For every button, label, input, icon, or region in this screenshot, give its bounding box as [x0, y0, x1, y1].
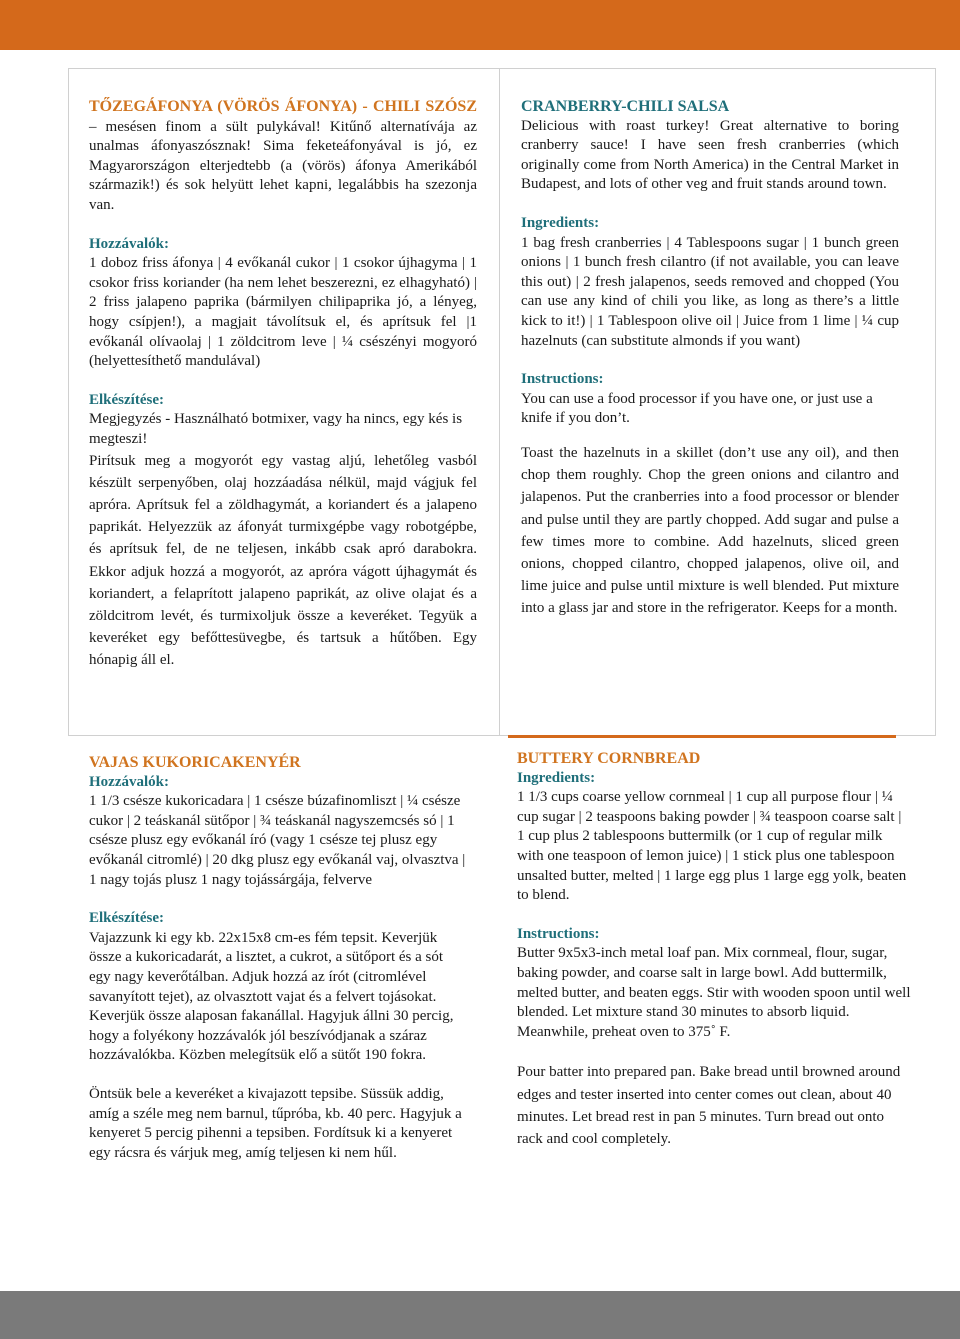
- en-bread-instructions-label: Instructions:: [517, 925, 600, 942]
- hu-salsa-ingredients: 1 doboz friss áfonya | 4 evőkanál cukor | 1 csokor újhagyma | 1 csokor friss koriander (ha nem lehet beszerezni, ez elhagyható) | 2 friss jalapeno paprika (bármilyen chilipaprika jó, a lényeg, hogy csípjen!), a magjait távolítsuk el, és aprítsuk fel |1 evőkanál olívaolaj | 1 zöldcitrom leve | ¼ csészényi mogyoró (helyettesíthető mandulával): [89, 255, 477, 370]
- hu-salsa-title: TŐZEGÁFONYA (VÖRÖS ÁFONYA) - CHILI SZÓSZ: [89, 98, 477, 115]
- en-bread-ingredients: 1 1/3 cups coarse yellow cornmeal | 1 cup all purpose flour | ¼ cup sugar | 2 teaspoons baking powder | ¾ teaspoon coarse salt | 1 cup plus 2 tablespoons buttermilk (or 1 cup of regular milk with one teaspoon of lemon juice) | 1 stick plus one tablespoon unsalted butter, melted | 1 large egg plus 1 large egg yolk, beaten to blend.: [517, 789, 907, 904]
- en-salsa-method: Toast the hazelnuts in a skillet (don’t use any oil), and then chop them roughly. Chop the green onions and cilantro and jalapenos. Put the cranberries into a food processor or blender and pulse until they are partly chopped. Add sugar and pulse a few times more to combine. Add hazelnuts, sliced green onions, chopped cilantro, chopped jalapenos, olive oil, and lime juice and pulse until mixture is well blended. Put mixture into a glass jar and store in the refrigerator. Keeps for a month.: [521, 444, 899, 617]
- en-salsa-ingredients-label: Ingredients:: [521, 214, 600, 231]
- hu-salsa-section: [89, 97, 477, 672]
- en-salsa-section: [521, 97, 899, 620]
- hu-bread-title: VAJAS KUKORICAKENYÉR: [89, 754, 301, 771]
- en-salsa-title: CRANBERRY-CHILI SALSA: [521, 98, 730, 115]
- section-divider: [508, 735, 896, 738]
- en-bread-method-1: Butter 9x5x3-inch metal loaf pan. Mix cornmeal, flour, sugar, baking powder, and coarse salt in large bowl. Add buttermilk, melted butter, and beaten eggs. Stir with wooden spoon until well blended. Let mixture stand 30 minutes to absorb liquid. Meanwhile, preheat oven to 375˚ F.: [517, 945, 911, 1040]
- en-salsa-intro: Delicious with roast turkey! Great alternative to boring cranberry sauce! I have seen fresh cranberries (which originally come from North America) in the Central Market in Budapest, and lots of other veg and fruit stands around town.: [521, 117, 899, 193]
- hu-bread-section: [89, 753, 467, 1163]
- en-salsa-note: You can use a food processor if you have one, or just use a knife if you don’t.: [521, 390, 873, 427]
- top-accent-bar: [0, 0, 960, 50]
- hu-salsa-method: Pirítsuk meg a mogyorót egy vastag aljú, lehetőleg vasból készült serpenyőben, olaj hozzáadása nélkül, majd vágjuk fel apróra. Aprítsuk fel a zöldhagymát, a koriandert és a jalapeno paprikát. Helyezzük az áfonyát turmixgépbe vagy robotgépbe, és aprítsuk fel, de ne teljesen, inkább csak apró darabokra. Ekkor adjuk hozzá a mogyorót, az apróra vágott újhagymát és koriandert, a felaprított jalapeno paprikát, az olive olajat és a zöldcitrom levét, és turmixoljuk össze a keveréket. Tegyük a keveréket egy befőttesüvegbe, és tartsuk a hűtőben. Egy hónapig áll el.: [89, 452, 477, 669]
- hu-salsa-intro: – mesésen finom a sült pulykával! Kitűnő alternatívája az unalmas áfonyaszósznak! Sima feketeáfonyával is jó, ez Magyarországon elterjedtebb (a (vörös) áfonya Amerikából származik!) és sok helyütt lehet kapni, legalábbis ha szezonja van.: [89, 118, 477, 213]
- hu-bread-ingredients: 1 1/3 csésze kukoricadara | 1 csésze búzafinomliszt | ¼ csésze cukor | 2 teáskanál sütőpor | ¾ teáskanál nagyszemcsés só | 1 csésze plusz egy evőkanál író (vagy 1 csésze tej plusz egy evőkanál citromlé) | 20 dkg plusz egy evőkanál vaj, olvasztva | 1 nagy tojás plusz 1 nagy tojássárgája, felverve: [89, 793, 466, 888]
- en-salsa-ingredients: 1 bag fresh cranberries | 4 Tablespoons sugar | 1 bunch green onions | 1 bunch fresh cilantro (if not available, you can leave this out) | 2 fresh jalapenos, seeds removed and chopped (You can use any kind of chili you like, as long as there’s a little kick to it!) | 1 Tablespoon olive oil | Juice from 1 lime | ¼ cup hazelnuts (can substitute almonds if you want): [521, 234, 899, 349]
- hu-salsa-note: Megjegyzés - Használható botmixer, vagy ha nincs, egy kés is megteszi!: [89, 411, 463, 447]
- en-salsa-instructions-label: Instructions:: [521, 371, 604, 388]
- en-bread-ingredients-label: Ingredients:: [517, 769, 596, 786]
- bottom-footer-bar: [0, 1291, 960, 1339]
- hu-bread-method-2: Öntsük bele a keveréket a kivajazott tepsibe. Süssük addig, amíg a széle meg nem barnul, tűpróba, kb. 40 perc. Hagyjuk a kenyeret 5 percig pihenni a tepsiben. Fordítsuk ki a kenyeret egy rácsra és várjuk meg, amíg teljesen ki nem hűl.: [89, 1085, 462, 1161]
- hu-bread-method-1: Vajazzunk ki egy kb. 22x15x8 cm-es fém tepsit. Keverjük össze a kukoricadarát, a lisztet, a cukrot, a sütőport és a sót egy nagy keverőtálban. Adjuk hozzá az írót (citromlével savanyított tejet), az olvasztott vajat és a felvert tojásokat. Keverjük össze alaposan fakanállal. Hagyjuk állni 30 percig, hogy a folyékony hozzávalók jól beszívódjanak a száraz hozzávalókba. Közben melegítsük elő a sütőt 190 fokra.: [89, 929, 454, 1064]
- hu-salsa-ingredients-label: Hozzávalók:: [89, 235, 169, 252]
- hu-bread-method-label: Elkészítése:: [89, 910, 164, 927]
- en-bread-section: [517, 749, 912, 1150]
- en-bread-title: BUTTERY CORNBREAD: [517, 750, 701, 767]
- hu-salsa-method-label: Elkészítése:: [89, 391, 164, 408]
- hu-salsa-intro-paragraph: [89, 97, 477, 216]
- en-bread-method-2: Pour batter into prepared pan. Bake bread until browned around edges and tester inserted into center comes out clean, about 40 minutes. Let bread rest in pan 5 minutes. Turn bread out onto rack and cool completely.: [517, 1064, 901, 1147]
- hu-bread-ingredients-label: Hozzávalók:: [89, 773, 169, 790]
